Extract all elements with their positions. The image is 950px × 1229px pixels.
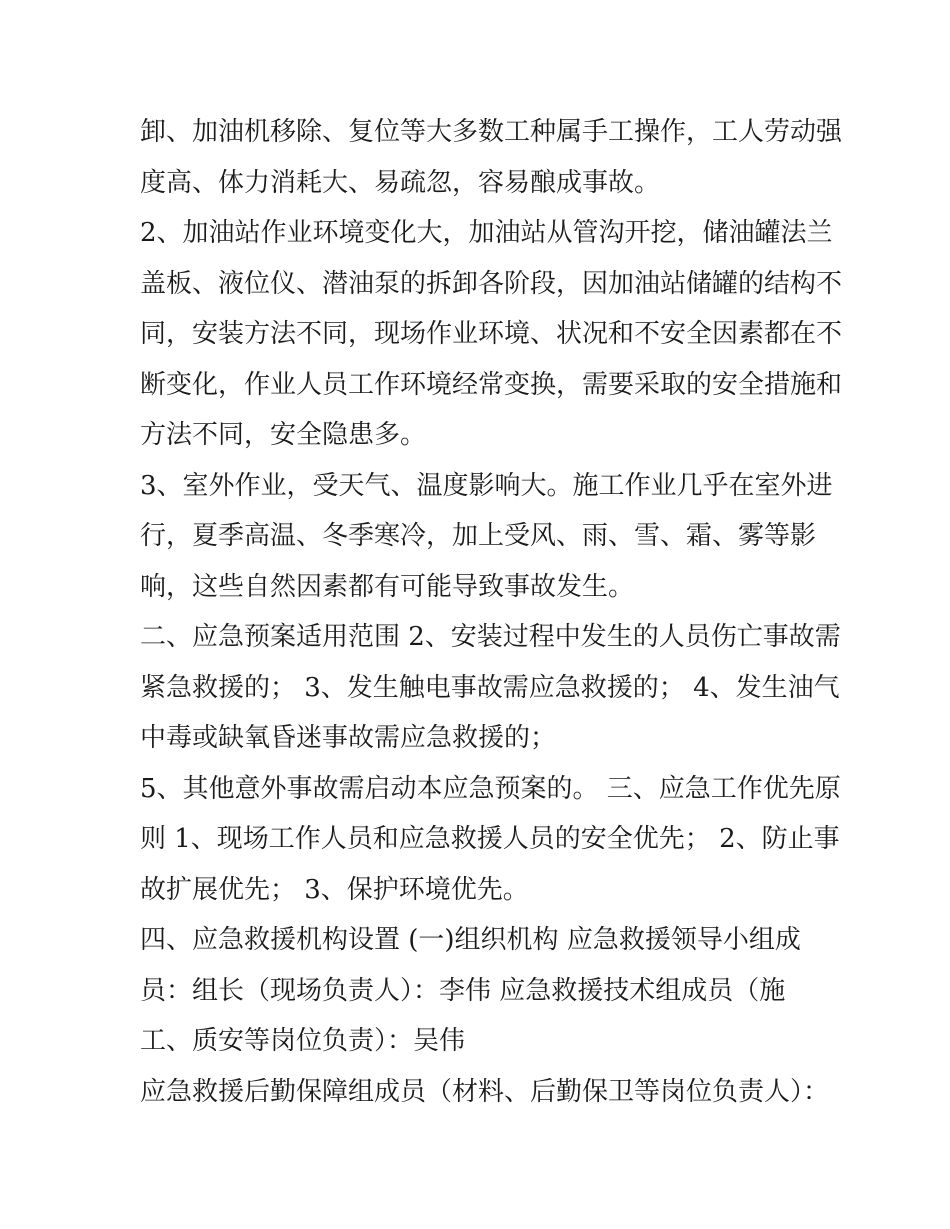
text-line: 应急救援后勤保障组成员（材料、后勤保卫等岗位负责人）： <box>140 1077 830 1107</box>
text-line: 断变化，作业人员工作环境经常变换，需要采取的安全措施和 <box>140 370 843 400</box>
text-line: 行，夏季高温、冬季寒冷，加上受风、雨、雪、霜、雾等影 <box>140 521 817 551</box>
text-line: 响，这些自然因素都有可能导致事故发生。 <box>140 572 635 602</box>
text-line: 紧急救援的； 3、发生触电事故需应急救援的； 4、发生油气 <box>140 673 840 703</box>
text-line: 二、应急预案适用范围 2、安装过程中发生的人员伤亡事故需 <box>140 622 841 652</box>
text-line: 盖板、液位仪、潜油泵的拆卸各阶段，因加油站储罐的结构不 <box>140 269 843 299</box>
text-line: 四、应急救援机构设置 (一)组织机构 应急救援领导小组成 <box>140 925 801 955</box>
text-line: 度高、体力消耗大、易疏忽，容易酿成事故。 <box>140 168 661 198</box>
text-line: 则 1、现场工作人员和应急救援人员的安全优先； 2、防止事 <box>140 824 840 854</box>
text-line: 同，安装方法不同，现场作业环境、状况和不安全因素都在不 <box>140 319 843 349</box>
text-line: 5、其他意外事故需启动本应急预案的。 三、应急工作优先原 <box>140 774 841 804</box>
text-line: 工、质安等岗位负责）：吴伟 <box>140 1026 466 1056</box>
text-line: 方法不同，安全隐患多。 <box>140 420 427 450</box>
text-line: 故扩展优先； 3、保护环境优先。 <box>140 875 529 905</box>
text-line: 中毒或缺氧昏迷事故需应急救援的； <box>140 723 557 753</box>
text-line: 员：组长（现场负责人）：李伟 应急救援技术组成员（施 <box>140 976 786 1006</box>
text-line: 3、室外作业，受天气、温度影响大。施工作业几乎在室外进 <box>140 471 833 501</box>
text-line: 2、加油站作业环境变化大，加油站从管沟开挖，储油罐法兰 <box>140 218 833 248</box>
text-line: 卸、加油机移除、复位等大多数工种属手工操作，工人劳动强 <box>140 117 843 147</box>
